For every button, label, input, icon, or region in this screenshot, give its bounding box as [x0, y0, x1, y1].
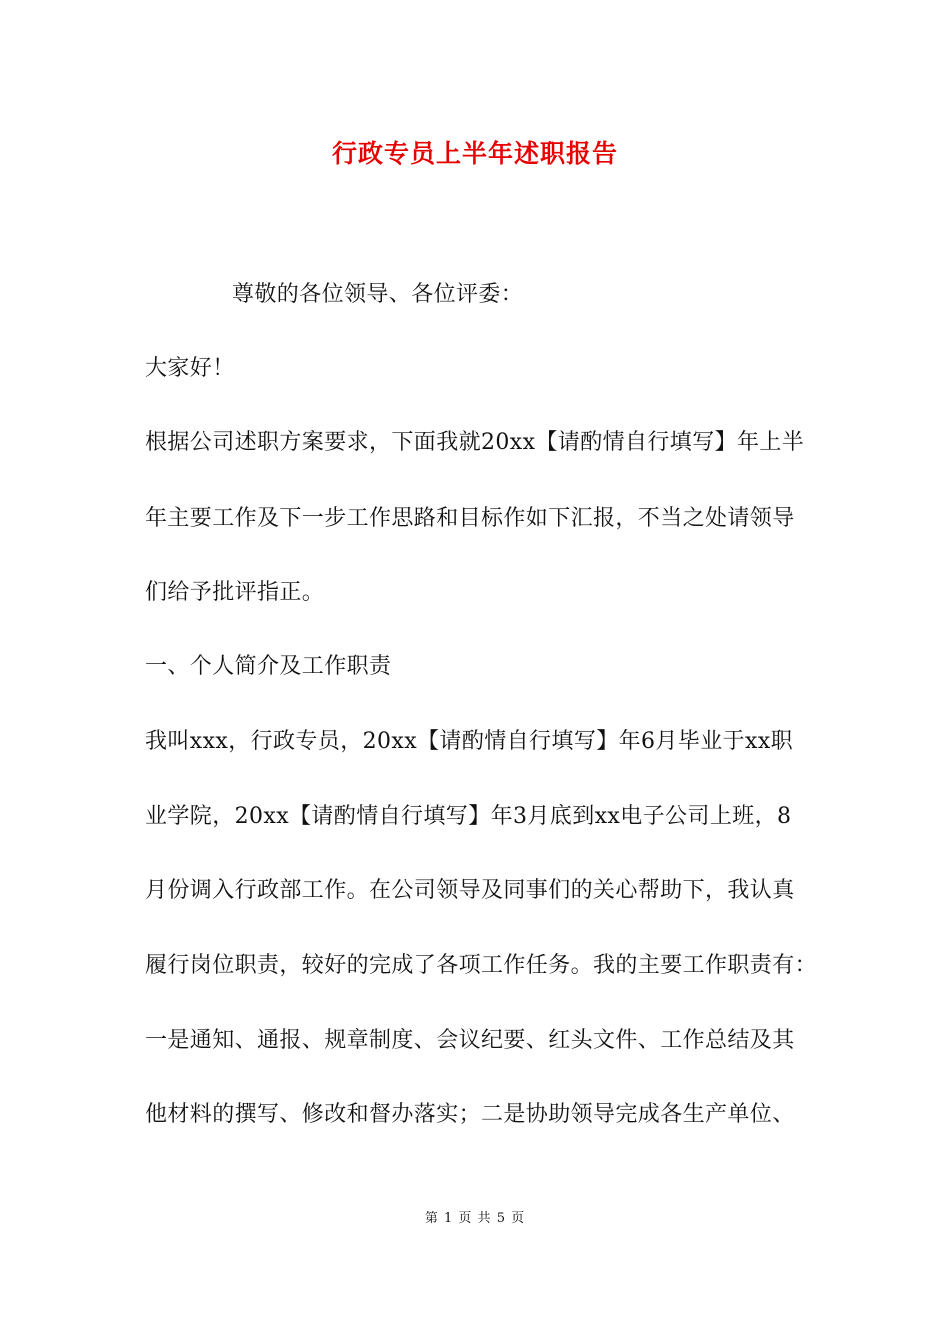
- body-line-7: 履行岗位职责，较好的完成了各项工作任务。我的主要工作职责有：: [145, 953, 818, 978]
- greeting-line: 大家好！: [145, 356, 235, 381]
- body-line-9: 他材料的撰写、修改和督办落实；二是协助领导完成各生产单位、: [145, 1102, 795, 1127]
- document-title: 行政专员上半年述职报告: [331, 139, 618, 168]
- body-line-4: 我叫xxx，行政专员，20xx【请酌情自行填写】年6月毕业于xx职: [145, 729, 794, 754]
- page-number-footer: 第 1 页 共 5 页: [424, 1211, 526, 1226]
- salutation-line: 尊敬的各位领导、各位评委：: [232, 282, 524, 307]
- body-line-1: 根据公司述职方案要求，下面我就20xx【请酌情自行填写】年上半: [145, 430, 805, 455]
- body-line-6: 月份调入行政部工作。在公司领导及同事们的关心帮助下，我认真: [145, 878, 795, 903]
- body-line-2: 年主要工作及下一步工作思路和目标作如下汇报，不当之处请领导: [145, 506, 795, 531]
- section-heading: 一、个人简介及工作职责: [145, 654, 392, 679]
- body-line-8: 一是通知、通报、规章制度、会议纪要、红头文件、工作总结及其: [145, 1028, 795, 1053]
- body-line-5: 业学院，20xx【请酌情自行填写】年3月底到xx电子公司上班，8: [145, 804, 792, 829]
- body-line-3: 们给予批评指正。: [145, 580, 325, 605]
